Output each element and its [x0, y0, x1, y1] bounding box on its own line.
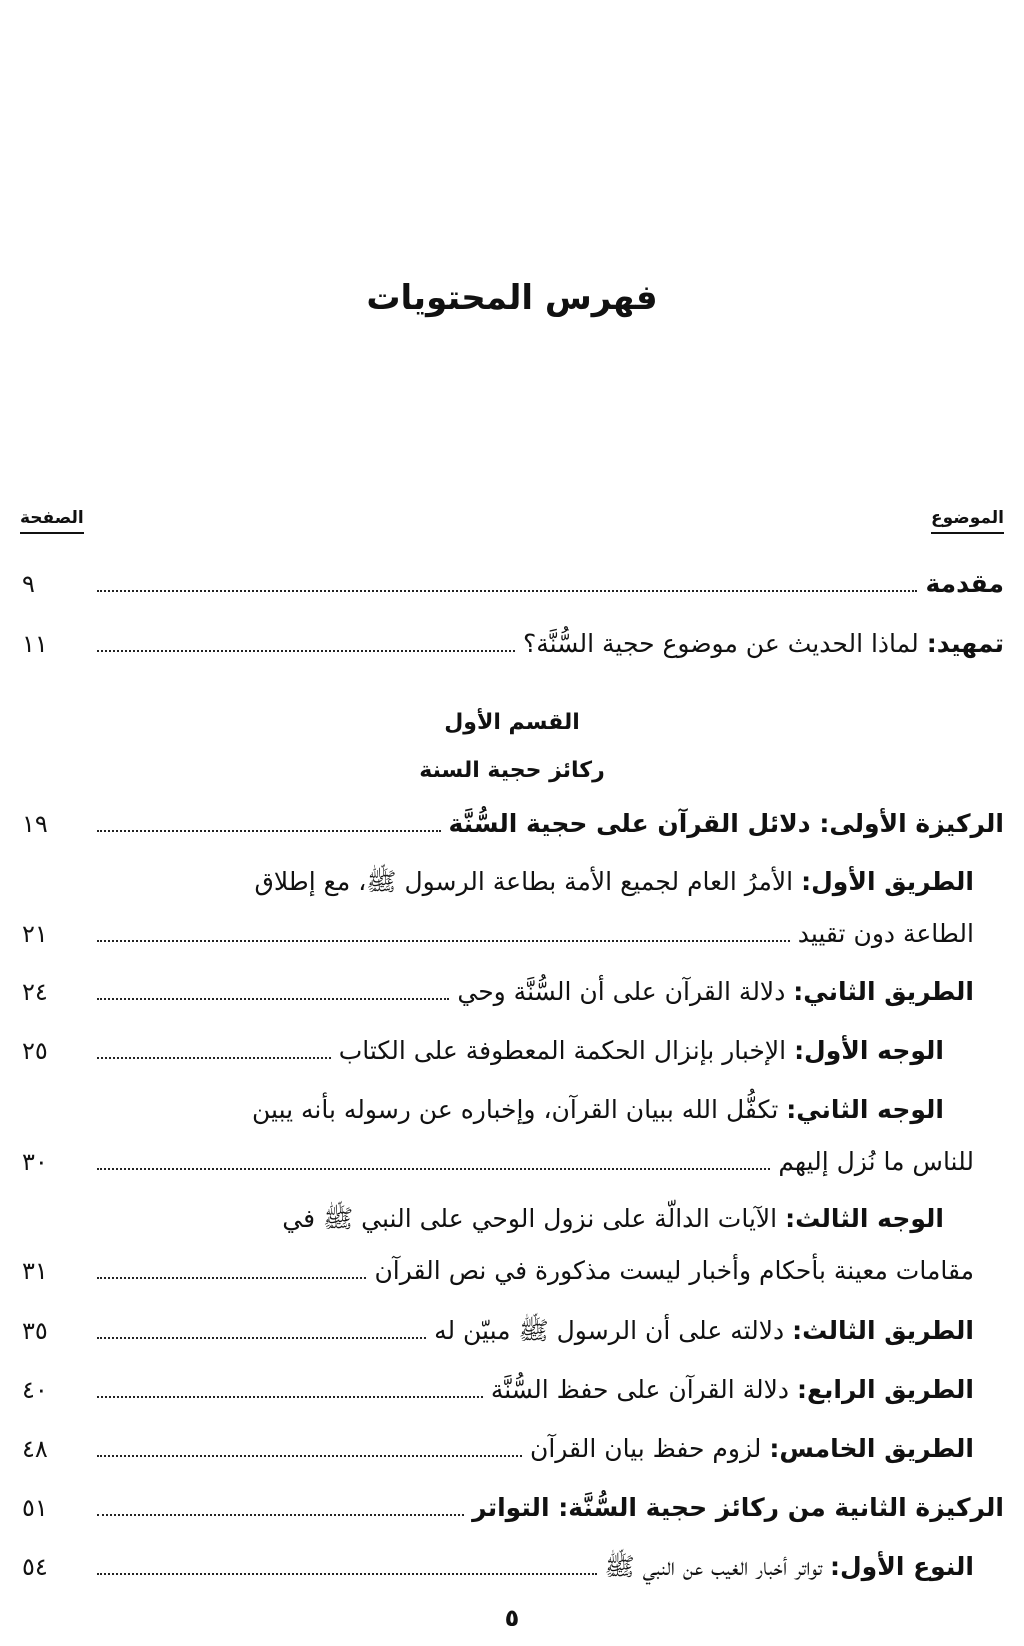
leader-dots — [97, 1513, 464, 1516]
toc-page-number: ٥٤ — [22, 1553, 48, 1581]
toc-page-number: ٣٥ — [22, 1317, 48, 1345]
toc-entry-lead: الوجه الثالث: — [785, 1204, 944, 1233]
toc-entry-text: الركيزة الثانية من ركائز حجية السُّنَّة: التواتر — [472, 1493, 1004, 1522]
page-column-header: الصفحة — [20, 508, 84, 534]
toc-page-number: ٣١ — [22, 1257, 48, 1285]
leader-dots — [97, 1572, 597, 1575]
toc-page-number: ٢١ — [22, 920, 48, 948]
toc-entry-lead: الطريق الثاني: — [793, 977, 974, 1006]
toc-entry-lead: الوجه الثاني: — [786, 1095, 944, 1124]
toc-page-number: ٣٠ — [22, 1148, 48, 1176]
leader-dots — [97, 1276, 366, 1279]
toc-entry-text: الأمرُ العام لجميع الأمة بطاعة الرسول ﷺ، مع إطلاق — [254, 867, 794, 896]
toc-entry-lead: الطريق الخامس: — [769, 1434, 974, 1463]
toc-page-number: ٤٠ — [22, 1376, 48, 1404]
leader-dots — [97, 1056, 331, 1059]
toc-entry-lead: النوع الأول: — [829, 1552, 974, 1581]
toc-entry-text: لزوم حفظ بيان القرآن — [529, 1434, 762, 1463]
topic-column-header: الموضوع — [931, 508, 1004, 534]
toc-entry-text: لماذا الحديث عن موضوع حجية السُّنَّة؟ — [522, 629, 919, 658]
leader-dots — [97, 829, 441, 832]
toc-entry-lead: الوجه الأول: — [794, 1036, 944, 1065]
section-heading-part: القسم الأول — [444, 710, 580, 735]
toc-entry-text: تكفُّل الله ببيان القرآن، وإخباره عن رسوله بأنه يبين — [252, 1095, 779, 1124]
toc-entry-lead: الطريق الرابع: — [796, 1375, 974, 1404]
toc-entry-text: تواتر أخبار الغيب عن النبي ﷺ — [604, 1552, 823, 1581]
toc-page-number: ١١ — [22, 630, 48, 658]
toc-entry-text: الركيزة الأولى: دلائل القرآن على حجية السُّنَّة — [448, 809, 1004, 838]
toc-entry-lead: تمهيد: — [926, 629, 1004, 658]
leader-dots — [97, 1336, 426, 1339]
leader-dots — [97, 997, 449, 1000]
page-title: فهرس المحتويات — [366, 278, 658, 318]
toc-entry-text: الآيات الدالّة على نزول الوحي على النبي ﷺ في — [282, 1204, 778, 1233]
toc-page-number: ٤٨ — [22, 1435, 48, 1463]
toc-entry-lead: الطريق الأول: — [801, 867, 974, 896]
toc-page-number: ٢٤ — [22, 978, 48, 1006]
toc-entry-text: دلالته على أن الرسول ﷺ مبيّن له — [434, 1316, 785, 1345]
leader-dots — [97, 1395, 483, 1398]
toc-page-number: ٩ — [22, 570, 35, 598]
toc-entry-continuation: مقامات معينة بأحكام وأخبار ليست مذكورة في نص القرآن — [374, 1256, 974, 1285]
toc-page-number: ٢٥ — [22, 1037, 48, 1065]
toc-entry-lead: الطريق الثالث: — [792, 1316, 974, 1345]
toc-entry-lead: مقدمة — [925, 569, 1004, 598]
leader-dots — [97, 589, 917, 592]
page-number: ٥ — [504, 1604, 520, 1632]
toc-entry-text: دلالة القرآن على حفظ السُّنَّة — [490, 1375, 790, 1404]
toc-entry-text: الإخبار بإنزال الحكمة المعطوفة على الكتاب — [338, 1036, 787, 1065]
section-heading-title: ركائز حجية السنة — [419, 758, 605, 783]
leader-dots — [97, 1167, 770, 1170]
toc-page-number: ٥١ — [22, 1494, 48, 1522]
leader-dots — [97, 1454, 522, 1457]
toc-page-number: ١٩ — [22, 810, 48, 838]
leader-dots — [97, 939, 790, 942]
leader-dots — [97, 649, 515, 652]
toc-entry-continuation: للناس ما نُزل إليهم — [778, 1147, 974, 1176]
toc-entry-continuation: الطاعة دون تقييد — [797, 919, 974, 948]
toc-entry-text: دلالة القرآن على أن السُّنَّة وحي — [457, 977, 786, 1006]
